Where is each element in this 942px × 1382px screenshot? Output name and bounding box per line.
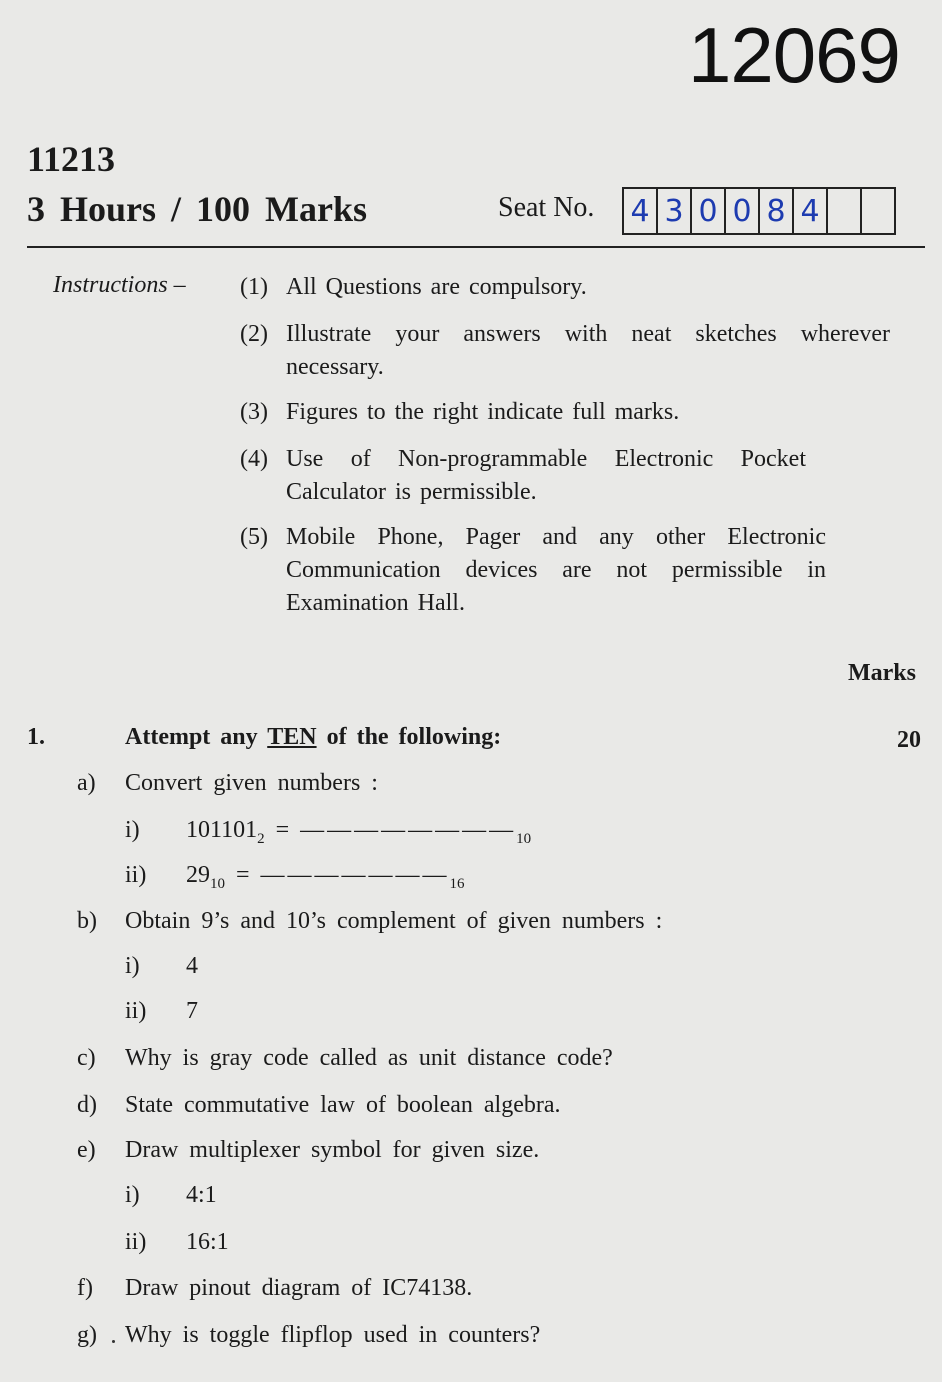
question-number: 1. (27, 724, 45, 750)
marks-column-header: Marks (848, 660, 916, 686)
part-text: Why is gray code called as unit distance code? (125, 1045, 613, 1071)
seat-digit (862, 189, 894, 233)
part-text: Obtain 9’s and 10’s complement of given numbers : (125, 908, 663, 934)
subpart-label: ii) (125, 998, 147, 1024)
instructions-label: Instructions – (53, 272, 186, 298)
part-text: Draw pinout diagram of IC74138. (125, 1275, 473, 1301)
question-marks: 20 (897, 727, 921, 753)
seat-digit: 8 (760, 189, 794, 233)
subpart-value: 16:1 (186, 1229, 229, 1255)
instruction-item (240, 443, 806, 509)
seat-digit: 0 (726, 189, 760, 233)
instruction-item (240, 318, 890, 384)
question-title: Attempt any TEN of the following: (125, 724, 502, 750)
paper-code: 11213 (27, 139, 116, 179)
subpart-label: ii) (125, 1229, 147, 1255)
instruction-item (240, 521, 826, 620)
conversion-expression: $101101_2$ = $————————_{10}$ (186, 817, 532, 847)
subpart-value: 4:1 (186, 1182, 217, 1208)
part-label: g) (77, 1322, 97, 1348)
part-text: Why is toggle flipflop used in counters? (125, 1322, 541, 1348)
part-label: e) (77, 1137, 96, 1163)
instruction-item (240, 396, 890, 429)
part-text: Draw multiplexer symbol for given size. (125, 1137, 540, 1163)
ink-dot (112, 1340, 115, 1343)
subpart-value: 7 (186, 998, 198, 1024)
instruction-number: (1) (240, 274, 268, 300)
header-divider (27, 246, 925, 248)
part-label: d) (77, 1092, 97, 1118)
subpart-label: i) (125, 817, 140, 843)
seat-digit (828, 189, 862, 233)
part-label: f) (77, 1275, 93, 1301)
subpart-label: i) (125, 953, 140, 979)
subpart-value: 4 (186, 953, 198, 979)
instruction-number: (4) (240, 446, 268, 472)
subpart-label: ii) (125, 862, 147, 888)
instruction-text: Use of Non-programmable Electronic Pocket Calculator is permissible. (286, 446, 806, 505)
part-text: State commutative law of boolean algebra. (125, 1092, 561, 1118)
instruction-text: Mobile Phone, Pager and any other Electronic Communication devices are not permissible in Examination Hall. (286, 524, 826, 616)
seat-digit: 0 (692, 189, 726, 233)
part-label: c) (77, 1045, 96, 1071)
instruction-text: All Questions are compulsory. (286, 274, 587, 300)
subpart-label: i) (125, 1182, 140, 1208)
seat-digit: 3 (658, 189, 692, 233)
part-label: a) (77, 770, 96, 796)
seat-digit: 4 (624, 189, 658, 233)
seat-digit: 4 (794, 189, 828, 233)
instruction-text: Figures to the right indicate full marks. (286, 399, 680, 425)
instruction-number: (2) (240, 321, 268, 347)
conversion-expression: $29_{10}$ = $———————_{16}$ (186, 862, 465, 892)
paper-number: 12069 (688, 11, 900, 99)
duration-marks: 3 Hours / 100 Marks (27, 189, 368, 229)
instruction-item (240, 271, 890, 304)
part-label: b) (77, 908, 97, 934)
question-title-emphasis: TEN (267, 724, 317, 750)
instruction-text: Illustrate your answers with neat sketches wherever necessary. (286, 321, 890, 380)
part-text: Convert given numbers : (125, 770, 378, 796)
instruction-number: (3) (240, 399, 268, 425)
seat-number-boxes (622, 187, 896, 235)
seat-number-label: Seat No. (498, 192, 595, 223)
instruction-number: (5) (240, 524, 268, 550)
